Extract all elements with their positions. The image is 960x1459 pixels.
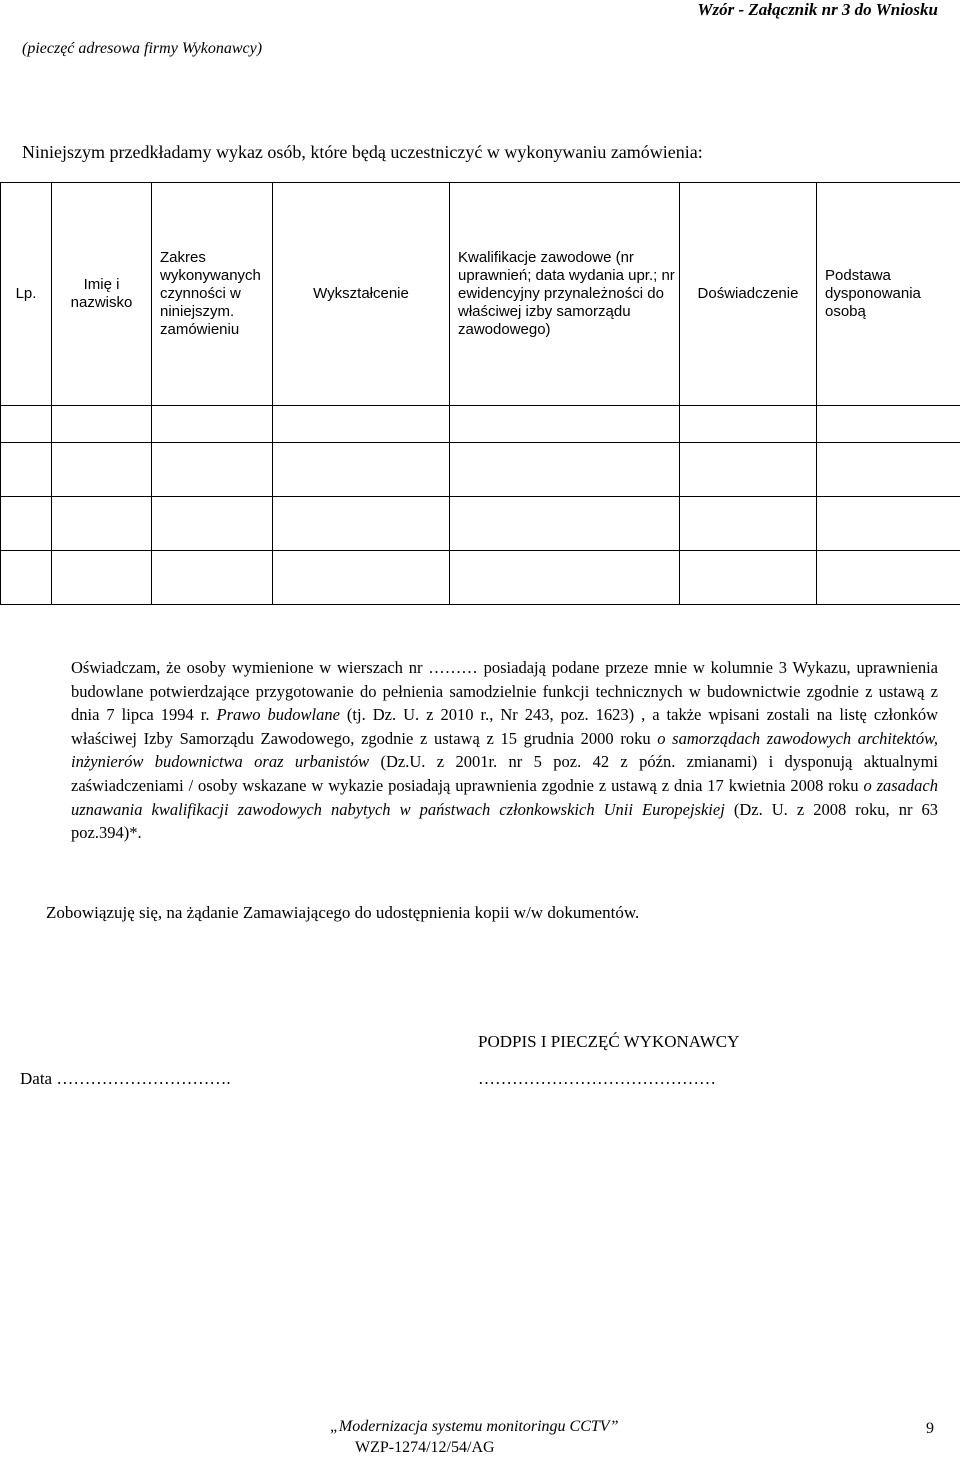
header-lp: Lp. <box>1 183 52 406</box>
table-cell[interactable] <box>680 443 817 497</box>
signature-line[interactable]: …………………………………… <box>478 1069 716 1088</box>
table-cell[interactable] <box>680 497 817 551</box>
attachment-label: Wzór - Załącznik nr 3 do Wniosku <box>697 0 938 19</box>
table-cell[interactable] <box>450 551 680 605</box>
table-cell[interactable] <box>1 497 52 551</box>
table-cell[interactable] <box>450 497 680 551</box>
page-number: 9 <box>926 1420 934 1437</box>
table-cell[interactable] <box>1 551 52 605</box>
table-row <box>1 551 960 605</box>
footer-reference-code: WZP-1274/12/54/AG <box>355 1439 495 1456</box>
table-cell[interactable] <box>152 443 273 497</box>
table-cell[interactable] <box>680 551 817 605</box>
personnel-table <box>0 182 960 605</box>
signature-label: PODPIS I PIECZĘĆ WYKONAWCY <box>478 1032 740 1051</box>
statement-paragraph <box>71 656 938 845</box>
header-basis: Podstawa dysponowania osobą <box>817 183 960 406</box>
company-stamp-label: (pieczęć adresowa firmy Wykonawcy) <box>22 40 263 57</box>
table-cell[interactable] <box>273 443 450 497</box>
statement-part-2: (tj. Dz. U. z 2010 r., Nr 243, poz. 1623) , a także wpisani zostali na listę członków właściwej Izby Samorządu Zawodowego, zgodnie z ustawą z 15 grudnia 2000 roku <box>71 705 939 748</box>
header-education: Wykształcenie <box>273 183 450 406</box>
table-cell[interactable] <box>52 406 152 443</box>
table-cell[interactable] <box>1 406 52 443</box>
statement-part-1: Oświadczam, że osoby wymienione w wierszach nr ……… posiadają podane przeze mnie w kolumnie 3 Wykazu, uprawnienia budowlane potwierdzające przygotowanie do pełnienia samodzielnie funkcji technicznych w budownictwie zgodnie z ustawą z dnia 7 lipca 1994 r. <box>71 658 938 725</box>
table-cell[interactable] <box>52 443 152 497</box>
statement-law-title: Prawo budowlane <box>216 705 340 725</box>
statement-act-title-2: o zasadach uznawania kwalifikacji zawodowych nabytych w państwach członkowskich Unii Europejskiej <box>71 775 938 819</box>
statement-part-4: (Dz. U. z 2008 roku, nr 63 poz.394)*. <box>71 799 938 843</box>
commitment-text: Zobowiązuję się, na żądanie Zamawiającego do udostępnienia kopii w/w dokumentów. <box>46 903 640 922</box>
table-cell[interactable] <box>152 406 273 443</box>
table-row <box>1 497 960 551</box>
header-scope: Zakres wykonywanych czynności w niniejszym. zamówieniu <box>152 183 273 406</box>
statement-part-3: (Dz.U. z 2001r. nr 5 poz. 42 z późn. zmianami) i dysponują aktualnymi zaświadczeniami / osoby wskazane w wykazie posiadają uprawnienia zgodnie z ustawą z dnia 17 kwietnia 2008 roku <box>71 752 938 795</box>
intro-text: Niniejszym przedkładamy wykaz osób, które będą uczestniczyć w wykonywaniu zamówienia: <box>22 142 703 162</box>
footer-project-title: „Modernizacja systemu monitoringu CCTV” <box>330 1418 619 1435</box>
table-cell[interactable] <box>680 406 817 443</box>
statement-act-title: o samorządach zawodowych architektów, inżynierów budownictwa oraz urbanistów <box>71 728 938 772</box>
date-field[interactable]: Data …………………………. <box>20 1069 231 1088</box>
table-cell[interactable] <box>450 443 680 497</box>
table-cell[interactable] <box>1 443 52 497</box>
header-qualifications: Kwalifikacje zawodowe (nr uprawnień; data wydania upr.; nr ewidencyjny przynależności do właściwej izby samorządu zawodowego) <box>450 183 680 406</box>
table-header-row <box>1 183 960 406</box>
table-cell[interactable] <box>273 406 450 443</box>
table-cell[interactable] <box>273 551 450 605</box>
table-cell[interactable] <box>152 551 273 605</box>
header-name: Imię i nazwisko <box>52 183 152 406</box>
table-row <box>1 443 960 497</box>
table-cell[interactable] <box>817 551 960 605</box>
table-cell[interactable] <box>273 497 450 551</box>
table-cell[interactable] <box>817 443 960 497</box>
table-cell[interactable] <box>152 497 273 551</box>
table-cell[interactable] <box>817 497 960 551</box>
header-experience: Doświadczenie <box>680 183 817 406</box>
table-cell[interactable] <box>52 497 152 551</box>
table-row <box>1 406 960 443</box>
table-cell[interactable] <box>817 406 960 443</box>
table-cell[interactable] <box>450 406 680 443</box>
table-cell[interactable] <box>52 551 152 605</box>
